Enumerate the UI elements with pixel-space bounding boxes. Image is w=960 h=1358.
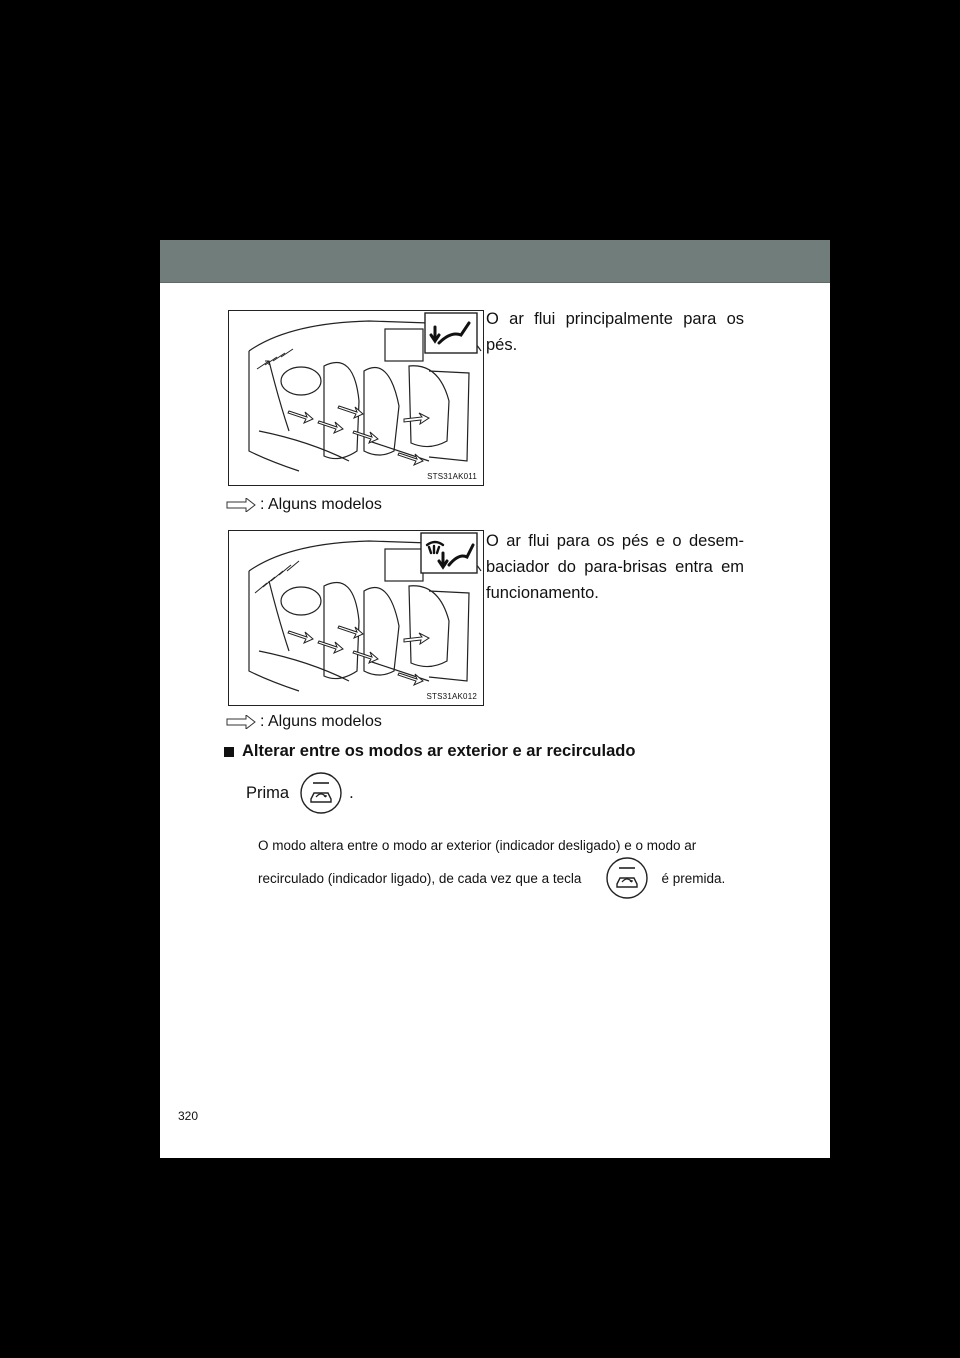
section-heading bbox=[224, 742, 635, 761]
figure-description: O ar flui principalmente para os pés. bbox=[486, 310, 744, 354]
car-interior-illustration bbox=[229, 311, 483, 485]
header-bar bbox=[160, 240, 830, 283]
note-some-models bbox=[226, 496, 382, 514]
figure-feet-airflow bbox=[228, 310, 484, 486]
instruction-prefix: Prima bbox=[246, 783, 290, 802]
figure-feet-defrost-airflow bbox=[228, 530, 484, 706]
note-some-models bbox=[226, 713, 382, 731]
page-number: 320 bbox=[178, 1109, 199, 1123]
figure-code: STS31AK011 bbox=[427, 472, 477, 481]
recirculation-button-icon bbox=[605, 856, 649, 900]
note-text: : Alguns modelos bbox=[260, 713, 382, 730]
arrow-right-icon bbox=[226, 498, 256, 512]
body-line-2 bbox=[258, 854, 725, 902]
arrow-right-icon bbox=[226, 715, 256, 729]
note-text: : Alguns modelos bbox=[260, 496, 382, 513]
body-line-2-suffix: é premida. bbox=[661, 870, 726, 886]
manual-page bbox=[160, 240, 830, 1158]
figure-description: O ar flui para os pés e o desem-baciador do para-brisas entra em funcionamento. bbox=[486, 532, 744, 602]
instruction-suffix: . bbox=[349, 783, 354, 802]
body-line-2-prefix: recirculado (indicador ligado), de cada vez que a tecla bbox=[258, 870, 582, 886]
bullet-square-icon bbox=[224, 747, 234, 757]
section-heading-text: Alterar entre os modos ar exterior e ar recirculado bbox=[242, 742, 636, 760]
recirculation-button-icon bbox=[299, 771, 343, 815]
car-interior-illustration bbox=[229, 531, 483, 705]
instruction-line bbox=[246, 770, 354, 816]
body-line-1: O modo altera entre o modo ar exterior (indicador desligado) e o modo ar bbox=[258, 838, 697, 853]
figure-code: STS31AK012 bbox=[426, 692, 477, 701]
